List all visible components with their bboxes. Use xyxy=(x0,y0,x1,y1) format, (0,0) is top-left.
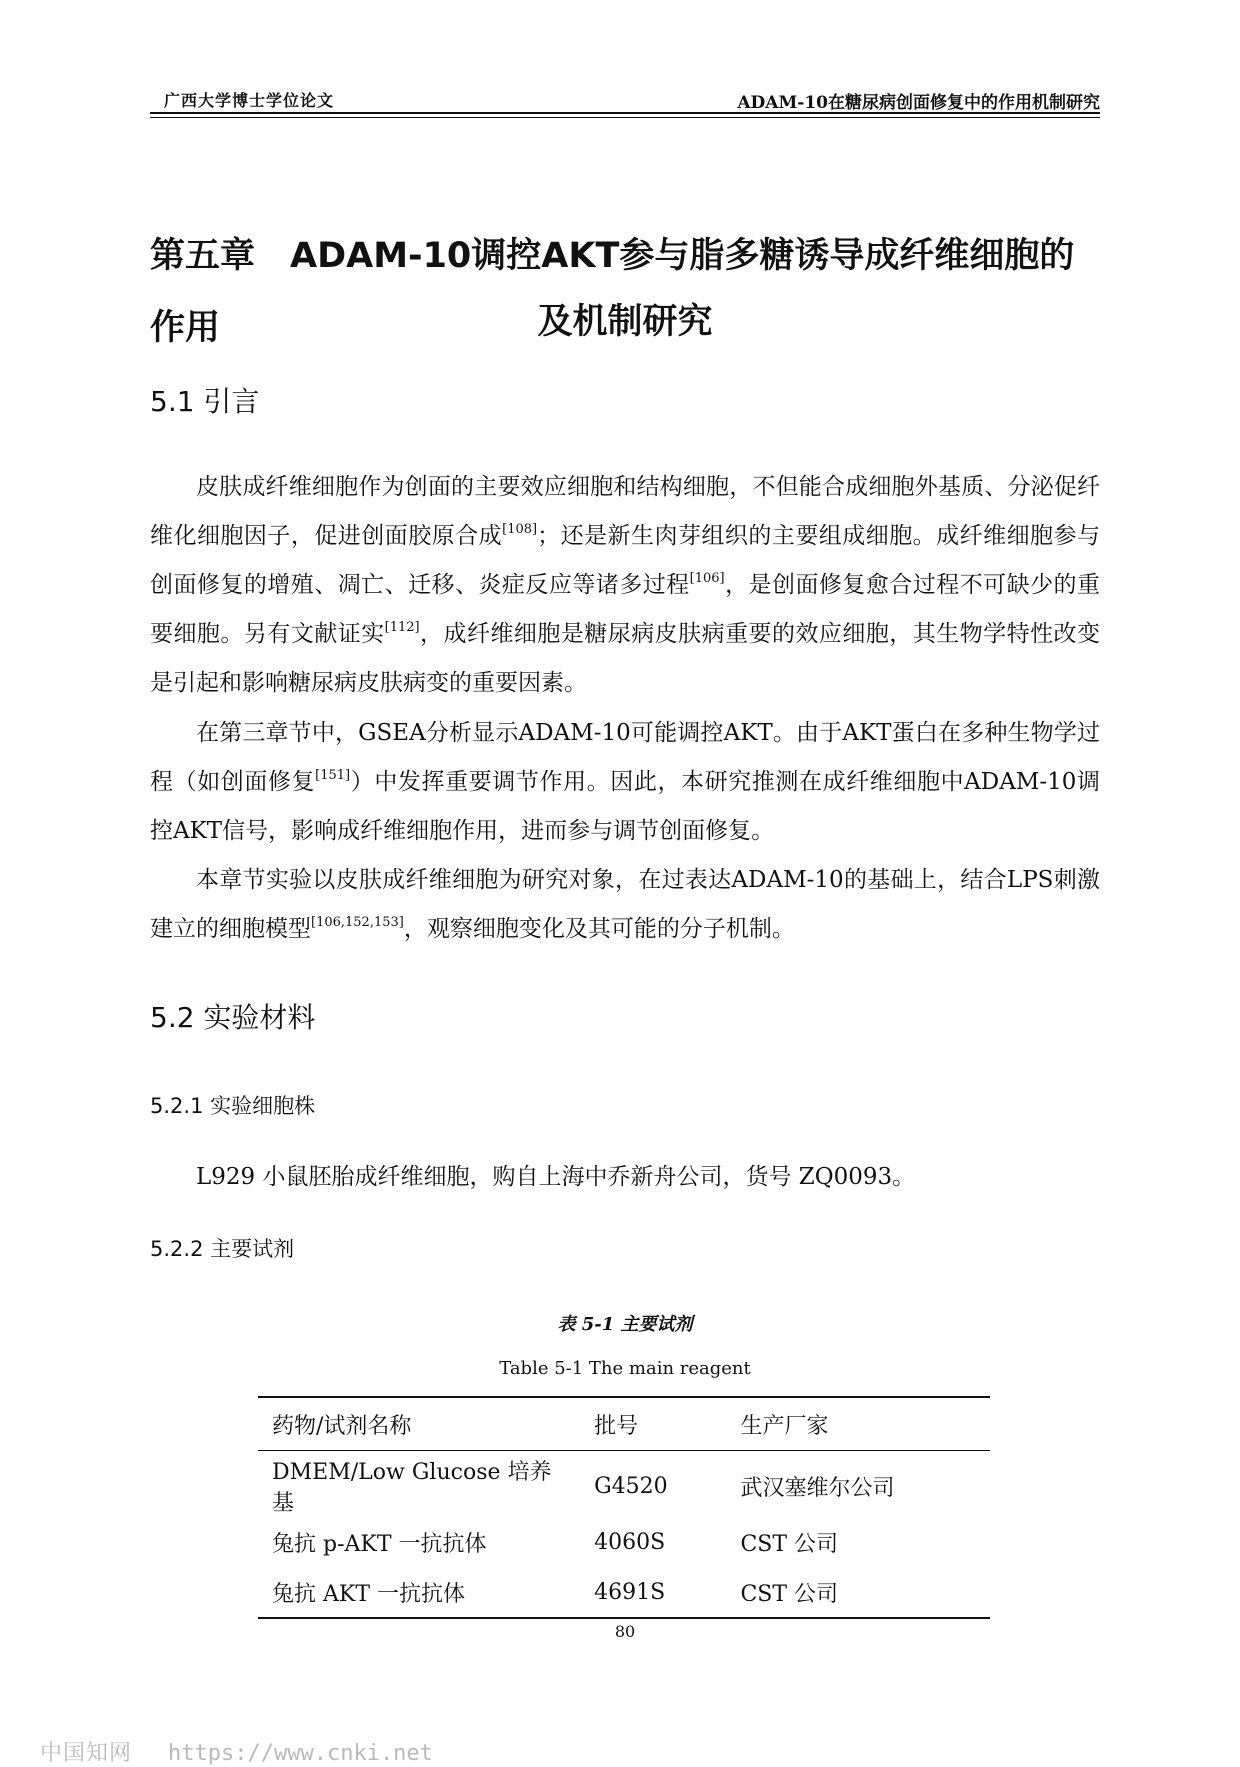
p1-text-d: ，成纤维细胞是糖尿病皮肤病重要的效应细胞，其生物学特性改变是引起和影响糖尿病皮肤病变的重要因素。 xyxy=(150,621,1101,696)
p3-text-b: ，观察细胞变化及其可能的分子机制。 xyxy=(403,916,795,942)
cnki-watermark xyxy=(40,1736,433,1767)
page-number: 80 xyxy=(614,1622,636,1641)
p3-text-a: 本章节实验以皮肤成纤维细胞为研究对象，在过表达ADAM-10的基础上，结合LPS刺激建立的细胞模型 xyxy=(150,867,1100,942)
table-cell: CST 公司 xyxy=(740,1531,839,1557)
citation-ref: [112] xyxy=(384,620,420,635)
header-rule-thick xyxy=(150,112,1100,114)
running-header xyxy=(150,86,1100,116)
p2-text-a: 在第三章节中，GSEA分析显示ADAM-10可能调控AKT。由于AKT蛋白在多种生物学过程（如创面修复 xyxy=(150,720,1100,795)
table-header-cell: 批号 xyxy=(580,1397,726,1451)
p1-text-c: ，是创面修复愈合过程不可缺少的重要细胞。另有文献证实 xyxy=(150,572,1101,647)
table-row xyxy=(258,1451,990,1518)
table-row xyxy=(258,1517,990,1567)
table-cell: G4520 xyxy=(594,1473,668,1499)
watermark-url: https://www.cnki.net xyxy=(168,1741,433,1766)
subsection-heading-5-2-1: 5.2.1 实验细胞株 xyxy=(150,1094,316,1118)
p2-text-b: ）中发挥重要调节作用。因此，本研究推测在成纤维细胞中ADAM-10调控AKT信号，影响成纤维细胞作用，进而参与调节创面修复。 xyxy=(150,769,1100,844)
table-header-cell: 生产厂家 xyxy=(726,1397,990,1451)
cell-line-text: L929 小鼠胚胎成纤维细胞，购自上海中乔新舟公司，货号 ZQ0093。 xyxy=(196,1164,916,1190)
intro-paragraph-2 xyxy=(150,709,1100,856)
table-header-cell: 药物/试剂名称 xyxy=(258,1397,580,1451)
table-cell: 兔抗 p-AKT 一抗抗体 xyxy=(272,1531,487,1557)
table-header-row xyxy=(258,1397,990,1451)
subsection-heading-5-2-2: 5.2.2 主要试剂 xyxy=(150,1237,295,1261)
table-cell: CST 公司 xyxy=(726,1567,990,1618)
table-cell: DMEM/Low Glucose 培养基 xyxy=(272,1460,552,1516)
table-cell: 兔抗 AKT 一抗抗体 xyxy=(258,1567,580,1618)
table-cell: 4691S xyxy=(580,1567,726,1618)
table-caption-cn: 表 5-1 主要试剂 xyxy=(557,1314,693,1335)
table-cell: 武汉塞维尔公司 xyxy=(740,1475,895,1501)
table-cell: 4060S xyxy=(594,1529,666,1555)
header-rule-thin xyxy=(150,117,1100,118)
reagent-table xyxy=(258,1396,990,1619)
citation-ref: [151] xyxy=(315,768,351,783)
citation-ref: [106,152,153] xyxy=(311,915,404,930)
p1-text-a: 皮肤成纤维细胞作为创面的主要效应细胞和结构细胞，不但能合成细胞外基质、分泌促纤维化细胞因子，促进创面胶原合成 xyxy=(150,474,1100,549)
p1-text-b: ；还是新生肉芽组织的主要组成细胞。成纤维细胞参与创面修复的增殖、凋亡、迁移、炎症反应等诸多过程 xyxy=(150,523,1101,598)
intro-paragraph-3 xyxy=(150,856,1100,954)
intro-paragraph-1 xyxy=(150,463,1100,708)
citation-ref: [108] xyxy=(502,522,538,537)
chapter-title-line2: 及机制研究 xyxy=(537,302,713,342)
section-heading-5-1: 5.1 引言 xyxy=(150,385,260,418)
watermark-brand: 中国知网 xyxy=(40,1741,133,1766)
table-caption-en: Table 5-1 The main reagent xyxy=(499,1358,751,1379)
header-thesis-type: 广西大学博士学位论文 xyxy=(164,91,335,110)
chapter-title-line1: 第五章 ADAM-10调控AKT参与脂多糖诱导成纤维细胞的作用 xyxy=(150,236,1075,348)
section-heading-5-2: 5.2 实验材料 xyxy=(150,1001,316,1034)
citation-ref: [106] xyxy=(689,571,725,586)
header-thesis-title: ADAM-10在糖尿病创面修复中的作用机制研究 xyxy=(737,93,1100,113)
table-row xyxy=(258,1567,990,1618)
